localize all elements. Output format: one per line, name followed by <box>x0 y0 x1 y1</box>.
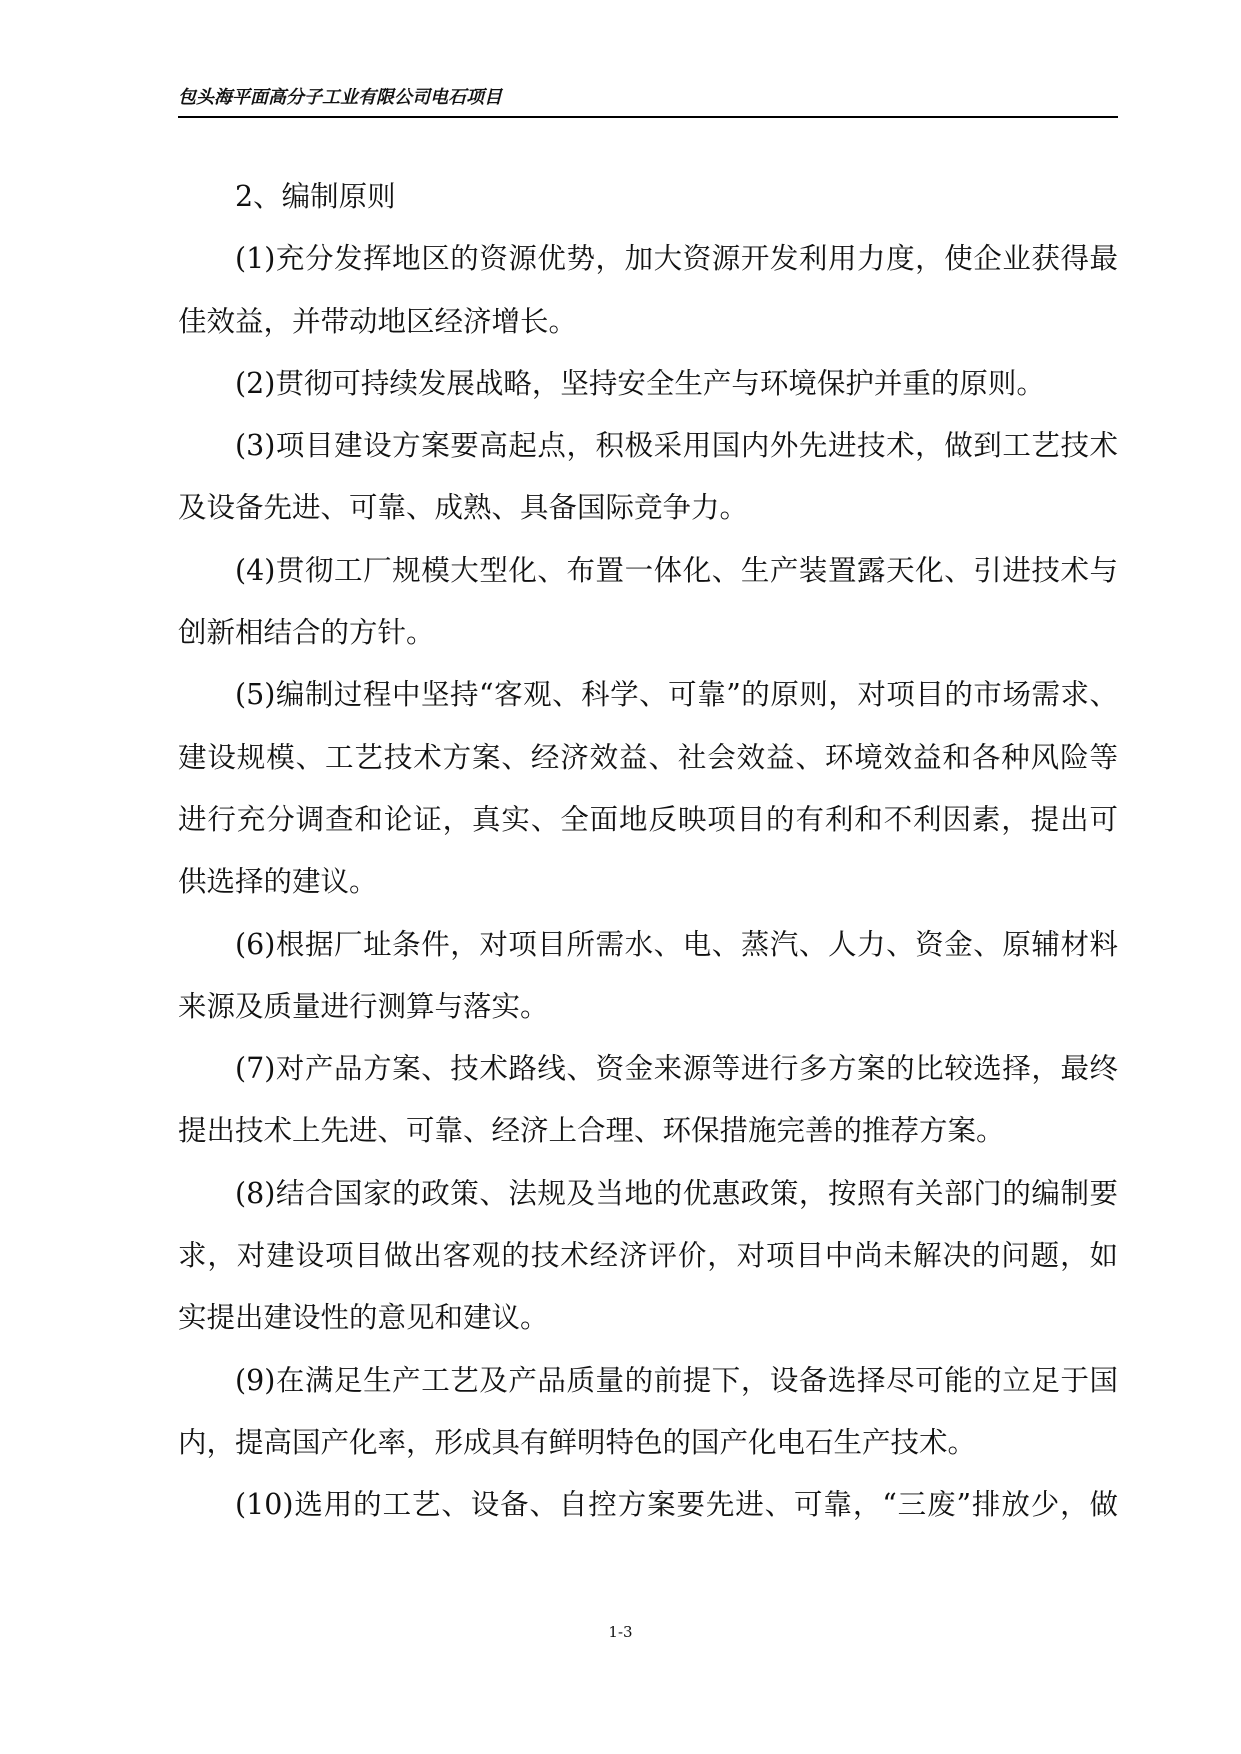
text-line: 及设备先进、可靠、成熟、具备国际竞争力。 <box>178 491 749 525</box>
text-line: 创新相结合的方针。 <box>178 616 435 650</box>
text-line: 来源及质量进行测算与落实。 <box>178 989 549 1023</box>
text-line: 供选择的建议。 <box>178 865 378 899</box>
text-line: (9)在满足生产工艺及产品质量的前提下，设备选择尽可能的立足于国 <box>235 1363 1118 1397</box>
text-line: 进行充分调查和论证，真实、全面地反映项目的有利和不利因素，提出可 <box>178 802 1118 836</box>
text-line: (6)根据厂址条件，对项目所需水、电、蒸汽、人力、资金、原辅材料 <box>235 927 1118 961</box>
text-line: (2)贯彻可持续发展战略，坚持安全生产与环境保护并重的原则。 <box>235 366 1045 400</box>
text-line: 实提出建设性的意见和建议。 <box>178 1301 549 1335</box>
page-number: 1-3 <box>608 1623 633 1641</box>
text-line: 提出技术上先进、可靠、经济上合理、环保措施完善的推荐方案。 <box>178 1114 1005 1148</box>
text-line: 内，提高国产化率，形成具有鲜明特色的国产化电石生产技术。 <box>178 1425 977 1459</box>
text-line: (8)结合国家的政策、法规及当地的优惠政策，按照有关部门的编制要 <box>235 1176 1118 1210</box>
text-line: 建设规模、工艺技术方案、经济效益、社会效益、环境效益和各种风险等 <box>178 740 1118 774</box>
text-line: (1)充分发挥地区的资源优势，加大资源开发利用力度，使企业获得最 <box>235 242 1118 276</box>
document-body <box>178 166 1118 1537</box>
text-line: (7)对产品方案、技术路线、资金来源等进行多方案的比较选择，最终 <box>235 1052 1118 1086</box>
header-title: 包头海平面高分子工业有限公司电石项目 <box>178 87 502 108</box>
text-line: (4)贯彻工厂规模大型化、布置一体化、生产装置露天化、引进技术与 <box>235 553 1118 587</box>
text-line: 求，对建设项目做出客观的技术经济评价，对项目中尚未解决的问题，如 <box>178 1239 1118 1273</box>
text-line: (5)编制过程中坚持“客观、科学、可靠”的原则，对项目的市场需求、 <box>235 678 1118 712</box>
text-line: 2、编制原则 <box>235 180 396 213</box>
text-line: (10)选用的工艺、设备、自控方案要先进、可靠，“三废”排放少，做 <box>235 1488 1118 1522</box>
text-line: (3)项目建设方案要高起点，积极采用国内外先进技术，做到工艺技术 <box>235 429 1118 463</box>
page-header <box>178 86 1118 118</box>
text-line: 佳效益，并带动地区经济增长。 <box>178 304 578 338</box>
